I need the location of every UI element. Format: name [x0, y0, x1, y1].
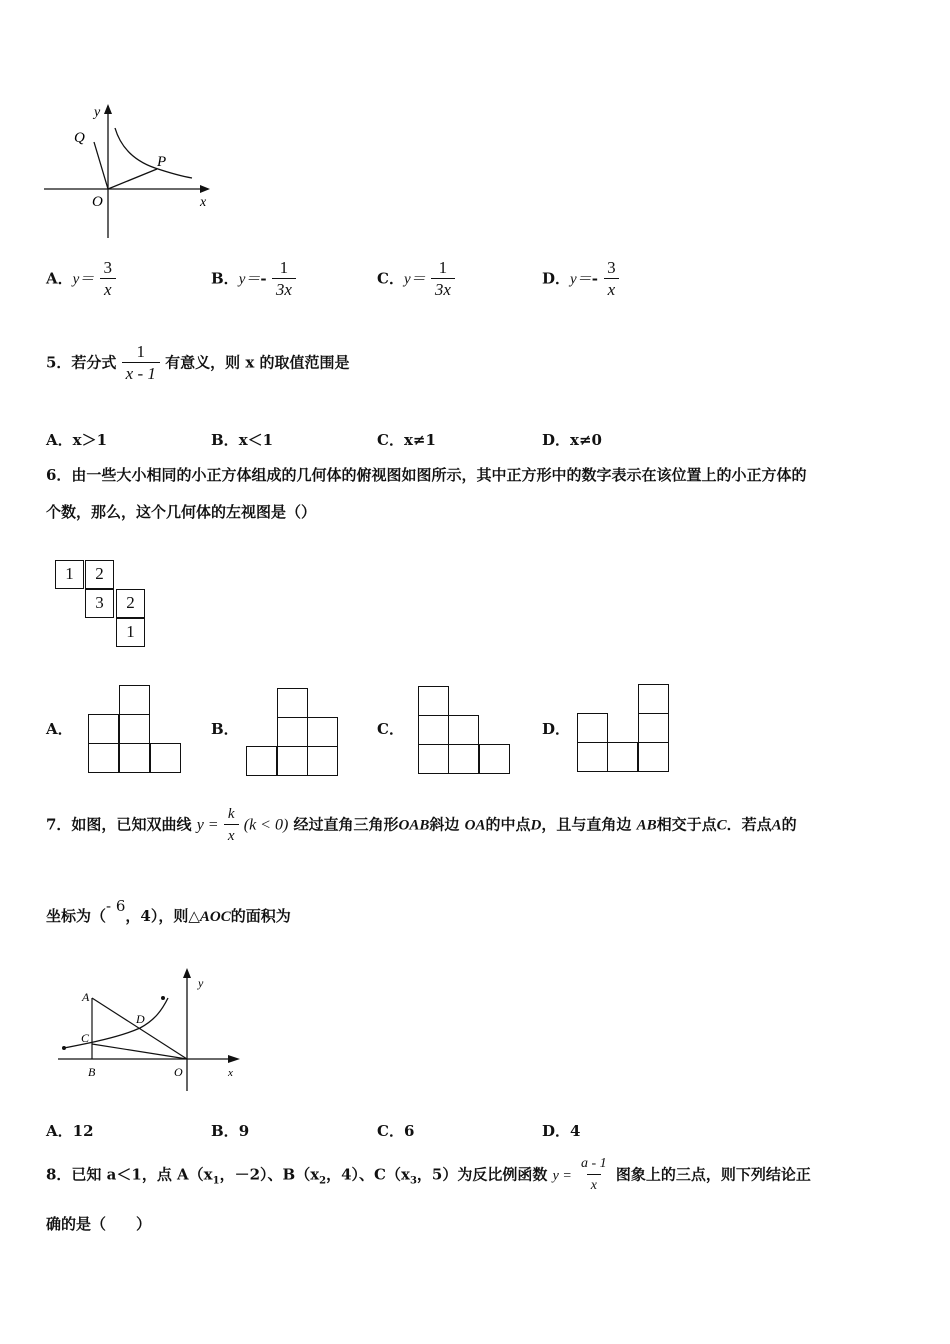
q7-option-d: D．4 — [542, 1122, 581, 1140]
q4-label-x: x — [200, 195, 207, 210]
cube-square — [448, 715, 479, 745]
q4-graph — [40, 100, 220, 245]
cube-square — [638, 713, 669, 743]
q5-question: 5．若分式 $\frac{1}{x - 1}$ 有意义，则 x 的取值范围是 — [46, 342, 350, 383]
q7-graph — [50, 965, 250, 1095]
cube-square — [638, 684, 669, 714]
q4-option-a: A．y＝ $\frac{3}{x}$ — [46, 258, 116, 301]
q7-segment-co — [92, 1044, 187, 1059]
q6-option-c-label: C． — [377, 720, 404, 738]
grid-cell: 2 — [85, 560, 114, 589]
cube-square — [119, 743, 150, 773]
q4-option-b: B．y＝- $\frac{1}{3x}$ — [211, 258, 296, 301]
q4-label-o: O — [92, 194, 103, 210]
q6-question-line1: 6．由一些大小相同的小正方体组成的几何体的俯视图如图所示，其中正方形中的数字表示在该位置上的小正方体的 — [46, 466, 807, 484]
q7-hyperbola — [64, 998, 168, 1048]
grid-cell: 1 — [55, 560, 84, 589]
q6-option-a-label: A． — [46, 720, 73, 738]
q4-option-c: C．y＝ $\frac{1}{3x}$ — [377, 258, 455, 301]
q8-question-line2: 确的是（ ） — [46, 1215, 152, 1233]
q5-option-b: B．x＜1 — [211, 431, 274, 449]
cube-square — [607, 742, 638, 772]
cube-square — [418, 715, 449, 745]
q7-x-arrow — [228, 1055, 240, 1063]
q7-label-y: y — [198, 976, 204, 990]
q7-label-d: D — [136, 1012, 145, 1026]
cube-square — [418, 686, 449, 716]
cube-square — [119, 714, 150, 744]
q5-fraction: $\frac{1}{x - 1}$ — [122, 342, 160, 385]
q8-equation-fraction: $\frac{a - 1}{x}$ — [577, 1154, 611, 1197]
cube-square — [448, 744, 479, 774]
grid-cell: 2 — [116, 589, 145, 618]
q4-option-a-fraction: $\frac{3}{x}$ — [100, 258, 117, 301]
cube-square — [577, 713, 608, 743]
q4-x-arrow — [200, 185, 210, 193]
cube-square — [88, 743, 119, 773]
q7-question-line1: 7．如图，已知双曲线 y = $\frac{k}{x}$ (k < 0) 经过直角三角形OAB斜边 OA的中点D，且与直角边 AB相交于点C．若点A的 — [46, 804, 797, 847]
q7-equation-fraction: $\frac{k}{x}$ — [224, 804, 239, 847]
q4-label-q: Q — [74, 130, 85, 146]
q5-option-c: C．x≠1 — [377, 431, 436, 449]
q4-label-y: y — [94, 105, 101, 120]
cube-square — [119, 685, 150, 715]
cube-square — [277, 717, 308, 747]
q4-segment-op — [108, 169, 157, 189]
q7-option-c: C．6 — [377, 1122, 415, 1140]
q8-question-line1: 8．已知 a＜1，点 $A(x_1$，－2）、$B(x_2$，4）、$C(x_3$，5）为反比例函数 y = $\frac{a - 1}{x}$ 图象上的三点，则下列结论正 — [46, 1154, 811, 1197]
cube-square — [577, 742, 608, 772]
q4-option-d-fraction: $\frac{3}{x}$ — [603, 258, 620, 301]
grid-cell: 1 — [116, 618, 145, 647]
q7-label-a: A — [82, 990, 90, 1004]
cube-square — [638, 742, 669, 772]
q7-label-c: C — [81, 1031, 90, 1045]
q5-option-a: A．x＞1 — [46, 431, 108, 449]
q7-neg6: - 6 — [106, 897, 126, 915]
cube-square — [307, 746, 338, 776]
q6-option-d-label: D． — [542, 720, 571, 738]
q5-option-d: D．x≠0 — [542, 431, 602, 449]
q4-label-p: P — [157, 154, 167, 170]
q7-question-line2: 坐标为（- 6，4），则△AOC的面积为 — [46, 897, 291, 925]
cube-square — [88, 714, 119, 744]
q7-label-o: O — [174, 1065, 183, 1079]
q7-label-b: B — [88, 1065, 96, 1079]
cube-square — [246, 746, 277, 776]
cube-square — [277, 688, 308, 718]
q7-option-a: A．12 — [46, 1122, 94, 1140]
q7-y-arrow — [183, 968, 191, 978]
cube-square — [479, 744, 510, 774]
cube-square — [418, 744, 449, 774]
q4-option-b-fraction: $\frac{1}{3x}$ — [272, 258, 296, 301]
cube-square — [150, 743, 181, 773]
q7-curve-end-right — [161, 996, 165, 1000]
q7-curve-end-left — [62, 1046, 66, 1050]
q6-option-b-label: B． — [211, 720, 239, 738]
q7-option-b: B．9 — [211, 1122, 250, 1140]
q4-option-c-fraction: $\frac{1}{3x}$ — [431, 258, 455, 301]
cube-square — [307, 717, 338, 747]
cube-square — [277, 746, 308, 776]
q4-segment-oq — [94, 142, 108, 189]
q6-question-line2: 个数，那么，这个几何体的左视图是（） — [46, 503, 317, 521]
grid-cell: 3 — [85, 589, 114, 618]
q4-option-d: D．y＝- $\frac{3}{x}$ — [542, 258, 620, 301]
q4-y-arrow — [104, 104, 112, 114]
q7-label-x: x — [228, 1067, 233, 1079]
